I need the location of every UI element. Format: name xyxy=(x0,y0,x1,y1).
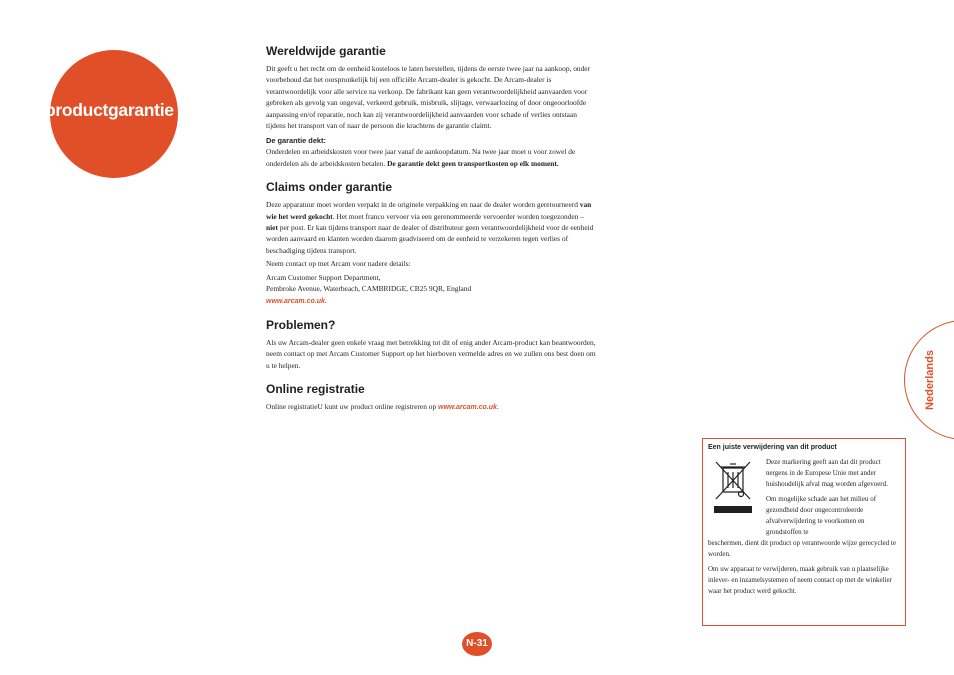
covers-bold-text: De garantie dekt geen transportkosten op elk moment. xyxy=(387,158,559,168)
warranty-covers-heading: De garantie dekt: xyxy=(266,136,326,146)
website-line xyxy=(266,295,596,307)
main-content xyxy=(266,44,596,425)
section-heading: Problemen? xyxy=(266,317,336,332)
page-number: N-31 xyxy=(462,632,492,656)
section-body xyxy=(266,401,596,413)
warranty-covers-body xyxy=(266,146,596,169)
claims-text: per post. Er kan tijdens transport naar de dealer of distributeur geen verantwoordelijkheid voor de eenheid worden aanvaard en klanten worden daarom geadviseerd om de eenheid te verzekeren tegen verlies of beschadiging tijdens transport. xyxy=(266,223,594,255)
section-worldwide-warranty xyxy=(266,44,596,169)
section-online-registration xyxy=(266,382,596,413)
weee-paragraph: Om mogelijke schade aan het milieu of gezondheid door ongecontroleerde afvalverwijdering te voorkomen en grondstoffen te xyxy=(766,495,877,536)
address-line: Pembroke Avenue, Waterbeach, CAMBRIDGE, CB25 9QR, England xyxy=(266,284,472,294)
punctuation: . xyxy=(324,295,327,305)
contact-intro: Neem contact op met Arcam voor nadere details: xyxy=(266,259,411,269)
chapter-title: productgarantie xyxy=(45,100,174,120)
covers-text: Onderdelen en arbeidskosten voor twee jaar vanaf de aankoopdatum. Na twee jaar moet u voor zowel de onderdelen als de arbeidskosten betalen. xyxy=(266,147,576,168)
claims-text: Deze apparatuur moet worden verpakt in de originele verpakking en naar de dealer worden geretourneerd xyxy=(266,200,578,210)
claims-bold-text: van wie het werd gekocht xyxy=(266,200,592,221)
section-body xyxy=(266,199,596,256)
address-line: Arcam Customer Support Department, xyxy=(266,272,381,282)
website-link[interactable]: www.arcam.co.uk xyxy=(438,404,497,412)
section-claims xyxy=(266,180,596,307)
weee-title: Een juiste verwijdering van dit product xyxy=(708,444,837,451)
punctuation: . xyxy=(496,402,499,412)
section-body: Dit geeft u het recht om de eenheid kosteloos te laten herstellen, tijdens de eerste twee jaar na aankoop, onder voorbehoud dat het oorspronkelijk bij een officiële Arcam-dealer is gekocht. De Arcam-dealer is verantwoordelijk voor alle service na verkoop. De fabrikant kan geen verantwoordelijkheid aanvaarden voor gebreken als gevolg van ongeval, verkeerd gebruik, misbruik, slijtage, verwaarlozing of door ongeoorloofde aanpassing en/of reparatie, noch kan zij verantwoordelijkheid aanvaarden voor schade of verlies ontstaan tijdens het transport van of naar de persoon die krachtens de garantie claimt. xyxy=(266,64,591,131)
crossed-out-wheelie-bin-icon xyxy=(713,459,753,514)
claims-bold-text: niet xyxy=(266,223,278,233)
weee-paragraph: Om uw apparaat te verwijderen, maak gebruik van u plaatselijke inlever- en inzamelsystemen of neem contact op met de winkelier waar het product werd gekocht. xyxy=(708,565,892,595)
section-heading: Wereldwijde garantie xyxy=(266,44,386,58)
section-heading: Claims onder garantie xyxy=(266,180,393,195)
website-link[interactable]: www.arcam.co.uk xyxy=(266,297,325,305)
claims-text: . Het moet franco vervoer via een gerenommeerde vervoerder worden toegezonden – xyxy=(332,211,584,221)
weee-paragraph: beschermen, dient dit product op verantwoorde wijze gerecycled te worden. xyxy=(708,539,896,558)
language-tab-label: Nederlands xyxy=(924,350,936,410)
section-body: Als uw Arcam-dealer geen enkele vraag met betrekking tot dit of enig ander Arcam-product kan beantwoorden, neem contact op met Arcam Customer Support op het hierboven vermelde adres en we zullen ons best doen om u te helpen. xyxy=(266,337,596,370)
section-problems xyxy=(266,318,596,371)
weee-paragraph: Deze markering geeft aan dat dit product nergens in de Europese Unie met ander huishoudelijk afval mag worden afgevoerd. xyxy=(766,458,888,488)
online-text: Online registratieU kunt uw product online registreren op xyxy=(266,402,437,412)
weee-disposal-box xyxy=(702,438,906,626)
section-heading: Online registratie xyxy=(266,382,365,397)
